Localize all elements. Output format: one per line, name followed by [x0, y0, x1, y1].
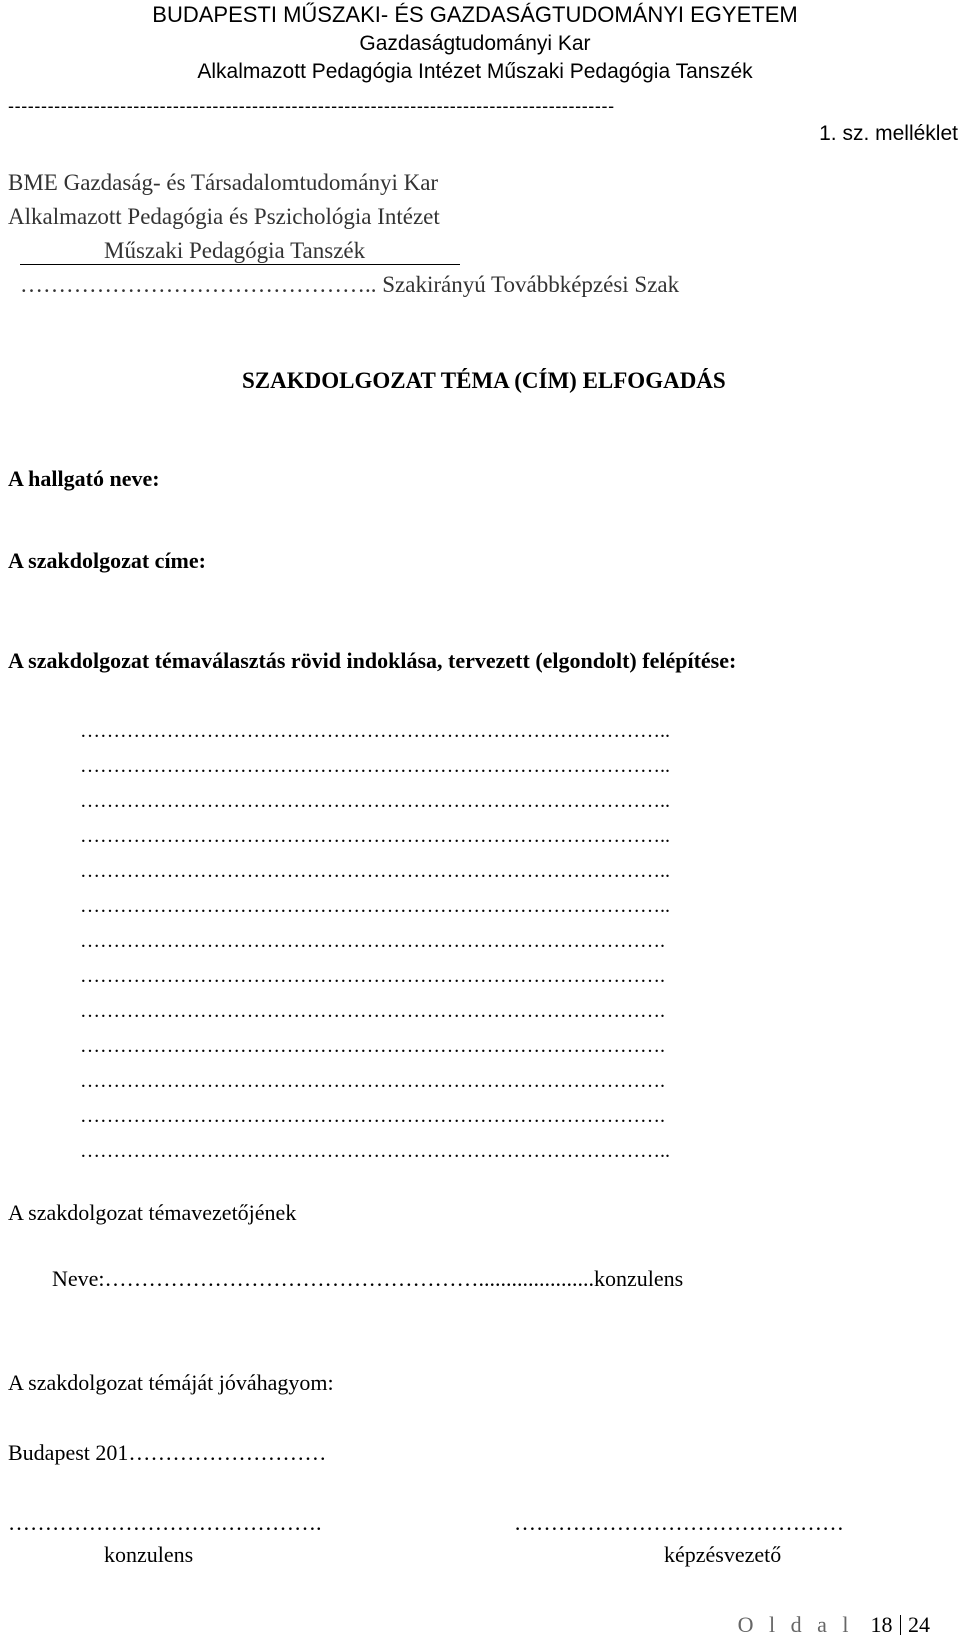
institution-line-3: Műszaki Pedagógia Tanszék: [104, 238, 366, 263]
header-divider: --------------------------------------------------------------------------------------------: [8, 96, 615, 116]
right-signature-line: ………………………………………: [514, 1510, 844, 1535]
dot-line: ……………………………………………………………………………..: [80, 790, 670, 812]
dot-line: …………………………………………………………………………….: [80, 1035, 665, 1057]
dot-line: …………………………………………………………………………….: [80, 1070, 665, 1092]
left-signature-line: …………………………………….: [8, 1510, 322, 1535]
place-date-line: Budapest 201………………………: [8, 1440, 327, 1465]
dot-line: ……………………………………………………………………………..: [80, 825, 670, 847]
dot-line: …………………………………………………………………………….: [80, 1105, 665, 1127]
department-name: Alkalmazott Pedagógia Intézet Műszaki Pedagógia Tanszék: [197, 60, 753, 83]
dot-line: ……………………………………………………………………………..: [80, 755, 670, 777]
student-name-label: A hallgató neve:: [8, 466, 160, 491]
current-page-number: 18: [870, 1612, 893, 1637]
justification-label: A szakdolgozat témaválasztás rövid indoklása, tervezett (elgondolt) felépítése:: [8, 648, 737, 673]
approval-label: A szakdolgozat témáját jóváhagyom:: [8, 1370, 334, 1395]
supervisor-name-line: Neve:…………………………………………….....................konzulens: [52, 1266, 684, 1291]
dot-line: ……………………………………………………………………………..: [80, 1140, 670, 1162]
annex-label: 1. sz. melléklet: [819, 122, 958, 145]
form-title: SZAKDOLGOZAT TÉMA (CÍM) ELFOGADÁS: [242, 368, 726, 393]
dot-line: ……………………………………………………………………………..: [80, 720, 670, 742]
dot-line: ……………………………………………………………………………..: [80, 895, 670, 917]
dot-line: …………………………………………………………………………….: [80, 930, 665, 952]
page-footer: [738, 1612, 930, 1638]
faculty-name: Gazdaságtudományi Kar: [359, 32, 591, 55]
total-pages-number: 24: [908, 1612, 930, 1637]
supervisor-heading: A szakdolgozat témavezetőjének: [8, 1200, 297, 1225]
left-signature-label: konzulens: [104, 1542, 194, 1567]
program-line: ……………………………………….. Szakirányú Továbbképzési Szak: [20, 272, 680, 297]
institution-line-2: Alkalmazott Pedagógia és Pszichológia Intézet: [8, 204, 440, 229]
dot-line: …………………………………………………………………………….: [80, 965, 665, 987]
right-signature-label: képzésvezető: [664, 1542, 782, 1567]
university-name: BUDAPESTI MŰSZAKI- ÉS GAZDASÁGTUDOMÁNYI EGYETEM: [152, 2, 798, 27]
dot-line: …………………………………………………………………………….: [80, 1000, 665, 1022]
institution-line-1: BME Gazdaság- és Társadalomtudományi Kar: [8, 170, 439, 195]
dot-line: ……………………………………………………………………………..: [80, 860, 670, 882]
page-word: O l d a l: [737, 1612, 854, 1637]
page-separator: [900, 1615, 902, 1635]
thesis-title-label: A szakdolgozat címe:: [8, 548, 206, 573]
